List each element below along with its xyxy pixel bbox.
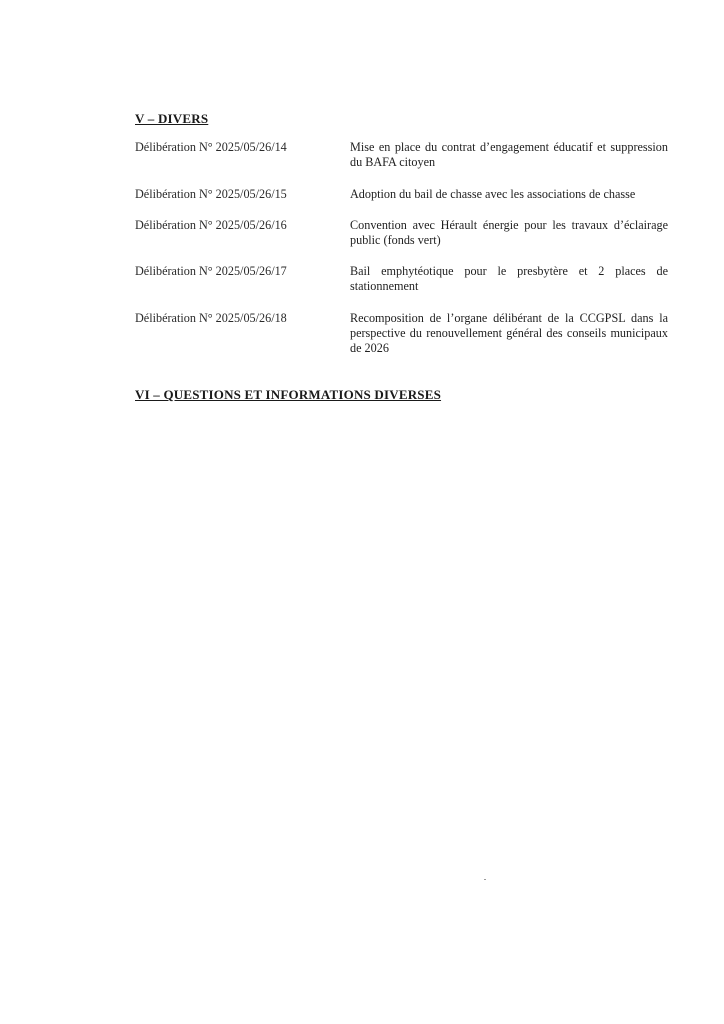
deliberation-title: Recomposition de l’organe délibérant de la CCGPSL dans la perspective du renouvellement général des conseils municipaux de 2026 (350, 311, 668, 355)
section-heading-questions: VI – QUESTIONS ET INFORMATIONS DIVERSES (135, 387, 442, 402)
deliberation-title: Convention avec Hérault énergie pour les travaux d’éclairage public (fonds vert) (350, 218, 668, 247)
deliberation-reference: Délibération N° 2025/05/26/15 (135, 187, 287, 201)
deliberation-reference: Délibération N° 2025/05/26/16 (135, 218, 287, 232)
deliberation-reference: Délibération N° 2025/05/26/14 (135, 140, 287, 154)
deliberation-reference: Délibération N° 2025/05/26/18 (135, 311, 287, 325)
deliberation-title: Bail emphytéotique pour le presbytère et 2 places de stationnement (350, 264, 668, 293)
deliberation-reference: Délibération N° 2025/05/26/17 (135, 264, 287, 278)
deliberation-title: Adoption du bail de chasse avec les associations de chasse (350, 187, 636, 201)
section-heading-divers: V – DIVERS (135, 111, 209, 126)
deliberation-title: Mise en place du contrat d’engagement éducatif et suppression du BAFA citoyen (350, 140, 668, 169)
scan-speck (484, 879, 486, 880)
